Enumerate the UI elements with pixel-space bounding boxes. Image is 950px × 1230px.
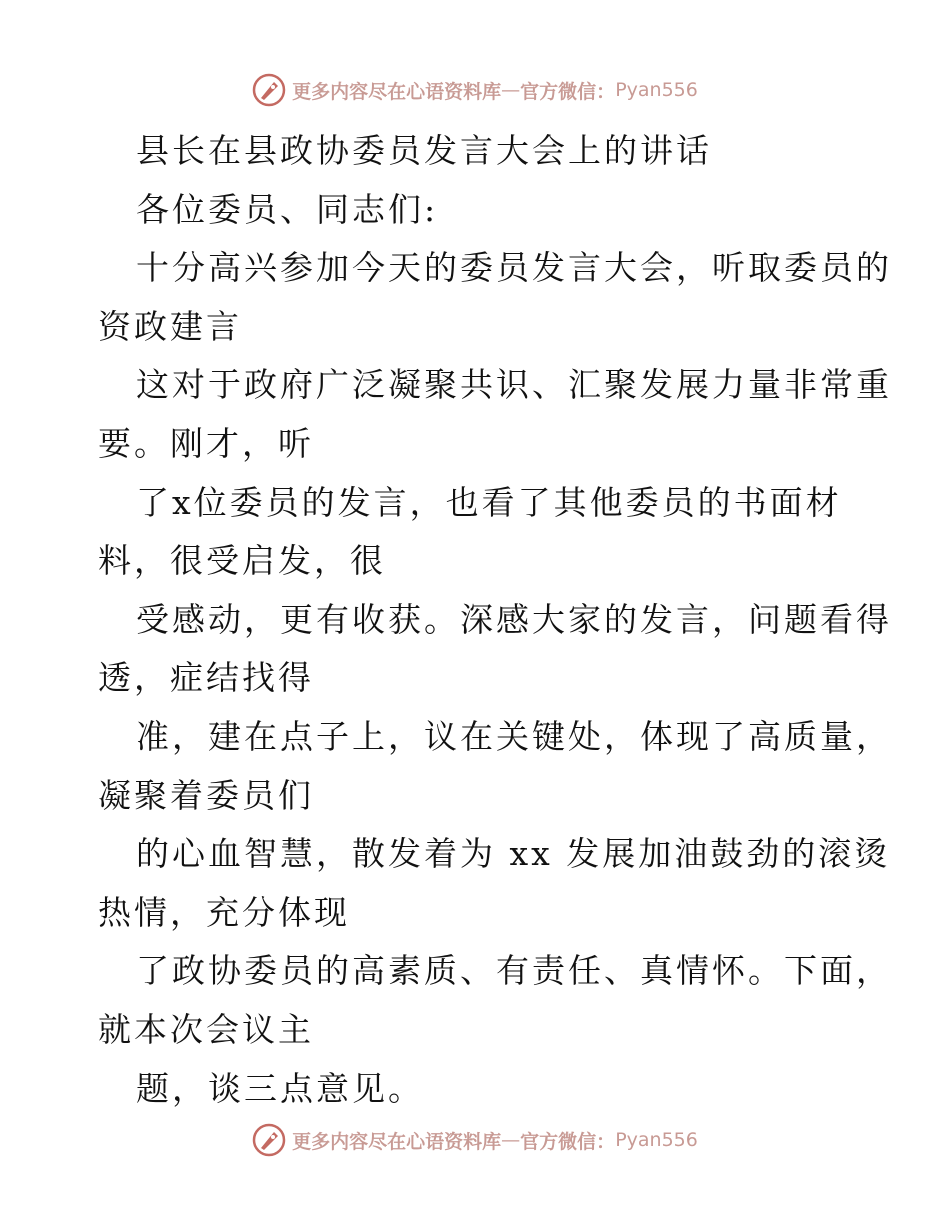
banner-wechat-label: 官方微信： — [520, 1130, 616, 1153]
paragraph-line: 这对于政府广泛凝聚共识、汇聚发展力量非常重 — [136, 365, 892, 405]
paragraph-line: 的心血智慧，散发着为 xx 发展加油鼓劲的滚烫 — [136, 834, 891, 874]
paragraph-line: 十分高兴参加今天的委员发言大会，听取委员的 — [136, 248, 892, 288]
banner-main-text: 更多内容尽在心语资料库 — [292, 1130, 502, 1153]
watermark-banner-top — [0, 70, 950, 110]
paragraph-line: 凝聚着委员们 — [98, 775, 314, 815]
paragraph-line: 资政建言 — [98, 306, 242, 346]
pen-nib-logo-icon — [252, 1123, 286, 1157]
document-title: 县长在县政协委员发言大会上的讲话 — [136, 131, 712, 170]
paragraph-line: 就本次会议主 — [98, 1009, 314, 1049]
paragraph-line: 要。刚才，听 — [98, 423, 314, 463]
banner-separator: — — [501, 1129, 521, 1151]
paragraph-line: 题，谈三点意见。 — [136, 1068, 424, 1108]
banner-wechat-label: 官方微信： — [520, 80, 616, 103]
document-body — [98, 122, 892, 1118]
paragraph-line: 料，很受启发，很 — [98, 541, 386, 581]
banner-wechat-id: Pyan556 — [615, 79, 698, 101]
banner-wechat-id: Pyan556 — [615, 1129, 698, 1151]
watermark-banner-bottom — [0, 1120, 950, 1160]
paragraph-line: 准，建在点子上，议在关键处，体现了高质量， — [136, 716, 892, 756]
pen-nib-logo-icon — [252, 73, 286, 107]
paragraph-line: 了政协委员的高素质、有责任、真情怀。下面， — [136, 951, 892, 991]
paragraph-line: 受感动，更有收获。深感大家的发言，问题看得 — [136, 599, 892, 639]
banner-main-text: 更多内容尽在心语资料库 — [292, 80, 502, 103]
banner-separator: — — [501, 79, 521, 101]
paragraph-line: 透，症结找得 — [98, 658, 314, 698]
salutation: 各位委员、同志们: — [136, 189, 439, 229]
paragraph-line: 热情，充分体现 — [98, 892, 350, 932]
paragraph-line: 了x位委员的发言，也看了其他委员的书面材 — [136, 482, 842, 522]
